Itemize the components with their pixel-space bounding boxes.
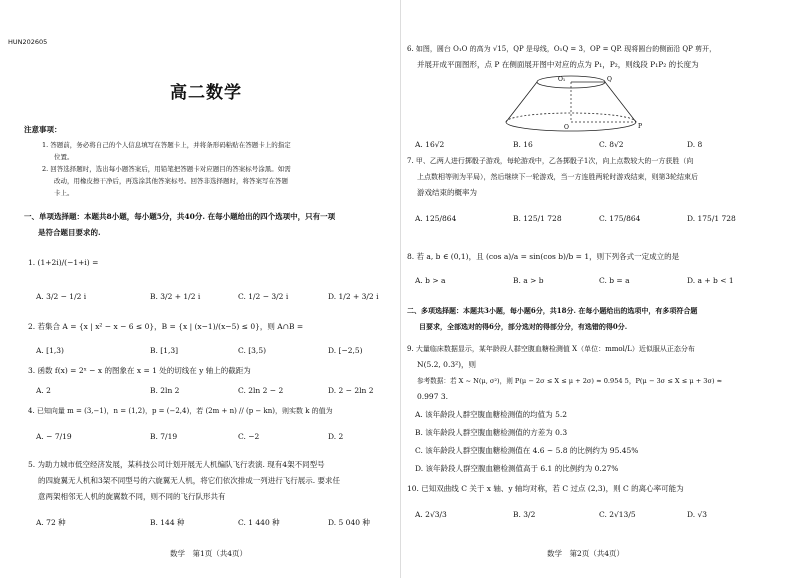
choice-c: C. [3,5) (238, 346, 267, 355)
choice-b: B. 3/2 + 1/2 i (150, 292, 201, 301)
question-stem: 意两架相邻无人机的旋翼数不同，则不同的飞行队形共有 (38, 492, 226, 501)
question-stem: 并展开成平面图形，点 P 在侧面展开图中对应的点为 P₁，P₂，则线段 P₁P₂ 的长度为 (417, 60, 699, 69)
note-line: 1. 答题前，务必将自己的个人信息填写在答题卡上，并将条形码粘贴在答题卡上的指定 (42, 141, 291, 149)
question-stem: 9. 大量临床数据显示，某年龄段人群空腹血糖检测值 X（单位：mmol/L）近似服从正态分布 (407, 345, 695, 353)
question-stem: 1. (1+2i)/(−1+i) = (28, 258, 99, 267)
label-o: O (564, 124, 569, 131)
choice-a: A. 2 (36, 386, 51, 395)
choice-c: C. b = a (599, 276, 630, 285)
choice-d: D. 175/1 728 (687, 214, 736, 223)
choice-b: B. 3/2 (513, 510, 536, 519)
choice-d: D. [−2,5) (328, 346, 363, 355)
note-line: 卡上。 (54, 189, 74, 197)
section2-heading: 二、多项选择题：本题共3小题，每小题6分，共18分. 在每小题给出的选项中，有多项符合题 (407, 306, 698, 315)
choice-b: B. a > b (513, 276, 544, 285)
choice-d: D. 5 040 种 (328, 518, 370, 527)
choice-c: C. 2√13/5 (599, 510, 636, 519)
question-stem: 3. 函数 f(x) = 2ˣ − x 的图象在 x = 1 处的切线在 y 轴上的截距为 (28, 366, 251, 375)
choice-d: D. 2 − 2ln 2 (328, 386, 374, 395)
choice-a: A. 3/2 − 1/2 i (36, 292, 87, 301)
section1-heading: 是符合题目要求的. (38, 228, 101, 237)
choice-d: D. √3 (687, 510, 708, 519)
choice-d: D. 8 (687, 140, 703, 149)
choice-d: D. a + b < 1 (687, 276, 734, 285)
label-o1: O₁ (558, 76, 566, 83)
question-stem: 5. 为助力城市低空经济发展，某科技公司计划开展无人机编队飞行表演. 现有4架不同型号 (28, 460, 325, 469)
question-stem: 游戏结束的概率为 (417, 188, 477, 197)
choice-b: B. 2ln 2 (150, 386, 180, 395)
choice-c: C. 该年龄段人群空腹血糖检测值在 4.6 ~ 5.8 的比例约为 95.45% (415, 446, 639, 455)
note-line: 2. 回答选择题时，选出每小题答案后，用铅笔把答题卡对应题目的答案标号涂黑。如需 (42, 165, 291, 173)
question-stem: 2. 若集合 A = {x | x² − x − 6 ≤ 0}，B = {x | (x−1)/(x−5) ≤ 0}，则 A∩B = (28, 322, 304, 331)
page-footer: 数学 第2页（共4页） (547, 549, 625, 558)
choice-a: A. 该年龄段人群空腹血糖检测值的均值为 5.2 (415, 410, 567, 419)
choice-b: B. 7/19 (150, 432, 178, 441)
exam-code: HUN202605 (8, 38, 48, 46)
choice-b: B. [1,3] (150, 346, 179, 355)
choice-a: A. 125/864 (415, 214, 457, 223)
choice-b: B. 该年龄段人群空腹血糖检测值的方差为 0.3 (415, 428, 568, 437)
choice-b: B. 144 种 (150, 518, 185, 527)
choice-a: A. − 7/19 (36, 432, 72, 441)
section1-heading: 一、单项选择题：本题共8小题，每小题5分，共40分. 在每小题给出的四个选项中，只有一项 (24, 212, 336, 221)
question-stem: 8. 若 a, b ∈ (0,1)，且 (cos a)/a = sin(cos b)/b = 1，则下列各式一定成立的是 (407, 252, 680, 261)
choice-d: D. 该年龄段人群空腹血糖检测值高于 6.1 的比例约为 0.27% (415, 464, 619, 473)
page-title: 高二数学 (170, 83, 242, 103)
question-stem: 4. 已知向量 m = (3,−1)，n = (1,2)，p = (−2,4)，若 (2m + n) // (p − kn)，则实数 k 的值为 (28, 407, 333, 415)
question-stem: 10. 已知双曲线 C 关于 x 轴、y 轴均对称，若 C 过点 (2,3)，则 C 的离心率可能为 (407, 484, 684, 493)
notes-heading: 注意事项： (24, 125, 62, 134)
question-stem: 参考数据：若 X ~ N(μ, σ²)，则 P(μ − 2σ ≤ X ≤ μ + 2σ) ≈ 0.954 5，P(μ − 3σ ≤ X ≤ μ + 3σ) ≈ (417, 377, 723, 385)
choice-a: A. [1,3) (36, 346, 64, 355)
choice-c: C. 2ln 2 − 2 (238, 386, 284, 395)
choice-d: D. 1/2 + 3/2 i (328, 292, 379, 301)
section2-heading: 目要求，全部选对的得6分，部分选对的得部分分，有选错的得0分. (419, 322, 628, 331)
question-stem: N(5.2, 0.3²)，则 (417, 360, 477, 369)
question-stem: 的四旋翼无人机和3架不同型号的六旋翼无人机，将它们依次排成一列进行飞行展示. 要求任 (38, 476, 341, 485)
page-footer: 数学 第1页（共4页） (170, 549, 248, 558)
question-stem: 7. 甲、乙两人进行掷骰子游戏，每轮游戏中，乙各掷骰子1次，向上点数较大的一方获胜（向 (407, 157, 694, 165)
choice-a: A. b > a (415, 276, 446, 285)
note-line: 改动，用橡皮擦干净后，再选涂其他答案标号。回答非选择题时，将答案写在答题 (54, 177, 288, 185)
choice-a: A. 72 种 (36, 518, 66, 527)
choice-a: A. 16√2 (415, 140, 445, 149)
choice-d: D. 2 (328, 432, 344, 441)
choice-b: B. 125/1 728 (513, 214, 562, 223)
note-line: 位置。 (54, 153, 74, 161)
choice-c: C. 175/864 (599, 214, 641, 223)
choice-c: C. 1 440 种 (238, 518, 280, 527)
label-q: Q (607, 76, 612, 83)
label-p: P (638, 123, 643, 130)
page-2 (400, 0, 800, 578)
choice-b: B. 16 (513, 140, 533, 149)
choice-c: C. −2 (238, 432, 260, 441)
choice-a: A. 2√3/3 (415, 510, 447, 519)
choice-c: C. 1/2 − 3/2 i (238, 292, 289, 301)
question-stem: 上点数相等则为平局），然后继续下一轮游戏，当一方连胜两轮时游戏结束，则第3轮结束后 (417, 173, 698, 181)
question-stem: 0.997 3. (417, 392, 449, 401)
question-stem: 6. 如图，圆台 O₁O 的高为 √15，QP 是母线，O₁Q = 3，OP = QP. 现将圆台的侧面沿 QP 剪开， (407, 45, 717, 53)
frustum-figure (496, 72, 646, 134)
choice-c: C. 8√2 (599, 140, 624, 149)
